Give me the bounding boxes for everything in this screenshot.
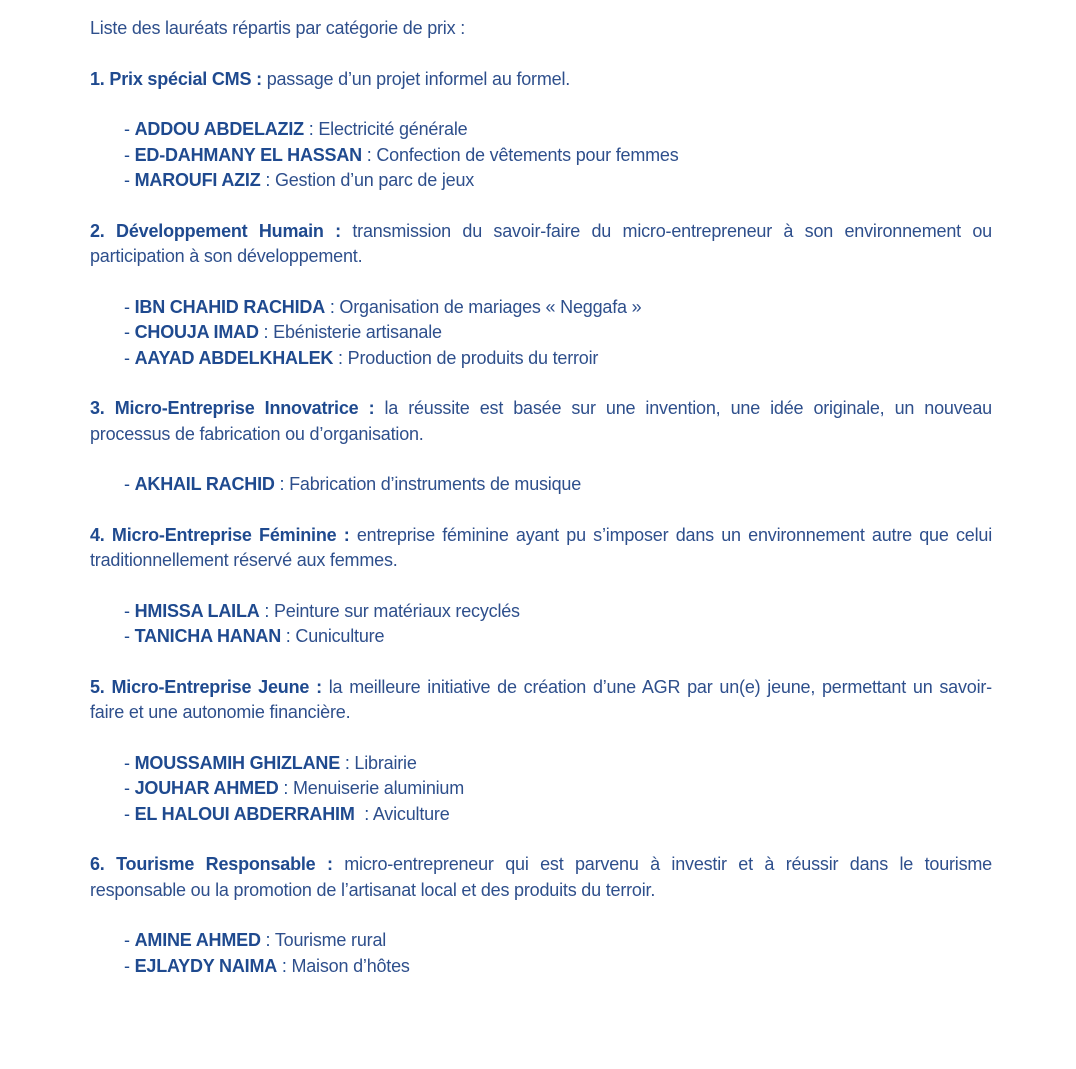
winner-item: - IBN CHAHID RACHIDA : Organisation de mariages « Neggafa » bbox=[124, 296, 642, 317]
winner-name: MAROUFI AZIZ bbox=[134, 170, 261, 190]
winner-item: - ADDOU ABDELAZIZ : Electricité générale bbox=[124, 119, 468, 139]
winner-activity: Maison d’hôtes bbox=[291, 955, 410, 976]
winners-list bbox=[90, 117, 992, 194]
category-section bbox=[90, 67, 992, 194]
winner-name: HMISSA LAILA bbox=[134, 600, 260, 621]
winners-list bbox=[90, 751, 992, 828]
winner-activity: Electricité générale bbox=[318, 119, 468, 139]
winner-item: - AKHAIL RACHID : Fabrication d’instruments de musique bbox=[124, 474, 582, 494]
winner-name: JOUHAR AHMED bbox=[134, 778, 279, 798]
winner-activity: Menuiserie aluminium bbox=[292, 778, 465, 798]
category-title: 1. Prix spécial CMS bbox=[90, 68, 252, 89]
category-description: la réussite est basée sur une invention, une idée originale, un nouveau processus de fabrication ou d’organisation. bbox=[90, 398, 992, 444]
winner-name: ADDOU ABDELAZIZ bbox=[134, 119, 304, 139]
winner-activity: Cuniculture bbox=[295, 626, 385, 646]
winners-list bbox=[90, 599, 992, 650]
winner-name: AKHAIL RACHID bbox=[134, 474, 275, 494]
winner-item: - JOUHAR AHMED : Menuiserie aluminium bbox=[124, 778, 465, 798]
winner-name: IBN CHAHID RACHIDA bbox=[134, 296, 326, 317]
winner-name: EJLAYDY NAIMA bbox=[134, 955, 278, 976]
winner-activity: Aviculture bbox=[372, 803, 450, 824]
winner-activity: Tourisme rural bbox=[274, 930, 387, 950]
category-section bbox=[90, 523, 992, 650]
winner-name: CHOUJA IMAD bbox=[134, 322, 259, 342]
category-description: la meilleure initiative de création d’une AGR par un(e) jeune, permettant un savoir-faire et une autonomie financière. bbox=[90, 676, 992, 722]
winner-activity: Organisation de mariages « Neggafa » bbox=[339, 296, 642, 317]
winner-item: - MAROUFI AZIZ : Gestion d’un parc de jeux bbox=[124, 170, 475, 190]
winners-list bbox=[90, 295, 992, 372]
category-title: 5. Micro-Entreprise Jeune bbox=[90, 676, 310, 697]
winner-activity: Peinture sur matériaux recyclés bbox=[273, 600, 520, 621]
winner-activity: Confection de vêtements pour femmes bbox=[376, 144, 679, 165]
intro-text: Liste des lauréats répartis par catégorie de prix : bbox=[90, 18, 465, 38]
category-heading: 3. Micro-Entreprise Innovatrice : la réussite est basée sur une invention, une idée originale, un nouveau processus de fabrication ou d’organisation. bbox=[90, 398, 992, 444]
winners-list bbox=[90, 472, 992, 498]
category-heading: 5. Micro-Entreprise Jeune : la meilleure initiative de création d’une AGR par un(e) jeune, permettant un savoir-faire et une autonomie financière. bbox=[90, 676, 992, 722]
winner-name: TANICHA HANAN bbox=[134, 626, 281, 646]
winner-name: EL HALOUI ABDERRAHIM bbox=[134, 803, 355, 824]
winner-item: - EJLAYDY NAIMA : Maison d’hôtes bbox=[124, 955, 410, 976]
category-heading: 6. Tourisme Responsable : micro-entrepreneur qui est parvenu à investir et à réussir dans le tourisme responsable ou la promotion de l’artisanat local et des produits du terroir. bbox=[90, 854, 992, 900]
winner-item: - MOUSSAMIH GHIZLANE : Librairie bbox=[124, 752, 417, 773]
category-description: transmission du savoir-faire du micro-entrepreneur à son environnement ou participation à son développement. bbox=[90, 220, 992, 266]
category-description: entreprise féminine ayant pu s’imposer dans un environnement autre que celui traditionnellement réservé aux femmes. bbox=[90, 524, 992, 570]
winner-name: AMINE AHMED bbox=[134, 930, 261, 950]
category-section bbox=[90, 396, 992, 498]
winner-activity: Production de produits du terroir bbox=[347, 347, 599, 368]
winner-item: - AAYAD ABDELKHALEK : Production de produits du terroir bbox=[124, 347, 599, 368]
winner-name: AAYAD ABDELKHALEK bbox=[134, 347, 334, 368]
winner-item: - TANICHA HANAN : Cuniculture bbox=[124, 626, 385, 646]
winner-item: - CHOUJA IMAD : Ebénisterie artisanale bbox=[124, 322, 442, 342]
category-section bbox=[90, 675, 992, 828]
winner-activity: Librairie bbox=[354, 752, 417, 773]
document-page bbox=[90, 16, 992, 1004]
category-description: micro-entrepreneur qui est parvenu à investir et à réussir dans le tourisme responsable ou la promotion de l’artisanat local et des produits du terroir. bbox=[90, 854, 992, 900]
category-section bbox=[90, 219, 992, 372]
winner-item: - HMISSA LAILA : Peinture sur matériaux recyclés bbox=[124, 600, 520, 621]
winner-item: - ED-DAHMANY EL HASSAN : Confection de vêtements pour femmes bbox=[124, 144, 679, 165]
category-heading: 2. Développement Humain : transmission du savoir-faire du micro-entrepreneur à son environnement ou participation à son développement. bbox=[90, 220, 992, 266]
category-title: 3. Micro-Entreprise Innovatrice bbox=[90, 398, 359, 418]
category-description: passage d’un projet informel au formel. bbox=[266, 68, 571, 89]
category-title: 6. Tourisme Responsable bbox=[90, 854, 316, 874]
winner-item: - EL HALOUI ABDERRAHIM : Aviculture bbox=[124, 803, 450, 824]
category-title: 2. Développement Humain bbox=[90, 220, 324, 241]
category-title: 4. Micro-Entreprise Féminine bbox=[90, 524, 337, 545]
winner-name: MOUSSAMIH GHIZLANE bbox=[134, 752, 341, 773]
category-heading: 4. Micro-Entreprise Féminine : entreprise féminine ayant pu s’imposer dans un environnement autre que celui traditionnellement réservé aux femmes. bbox=[90, 524, 992, 570]
winner-activity: Gestion d’un parc de jeux bbox=[274, 170, 475, 190]
winner-activity: Ebénisterie artisanale bbox=[273, 322, 442, 342]
category-heading: 1. Prix spécial CMS : passage d’un projet informel au formel. bbox=[90, 68, 571, 89]
winner-name: ED-DAHMANY EL HASSAN bbox=[134, 144, 362, 165]
category-section bbox=[90, 852, 992, 979]
winners-list bbox=[90, 928, 992, 979]
winner-item: - AMINE AHMED : Tourisme rural bbox=[124, 930, 387, 950]
winner-activity: Fabrication d’instruments de musique bbox=[289, 474, 582, 494]
